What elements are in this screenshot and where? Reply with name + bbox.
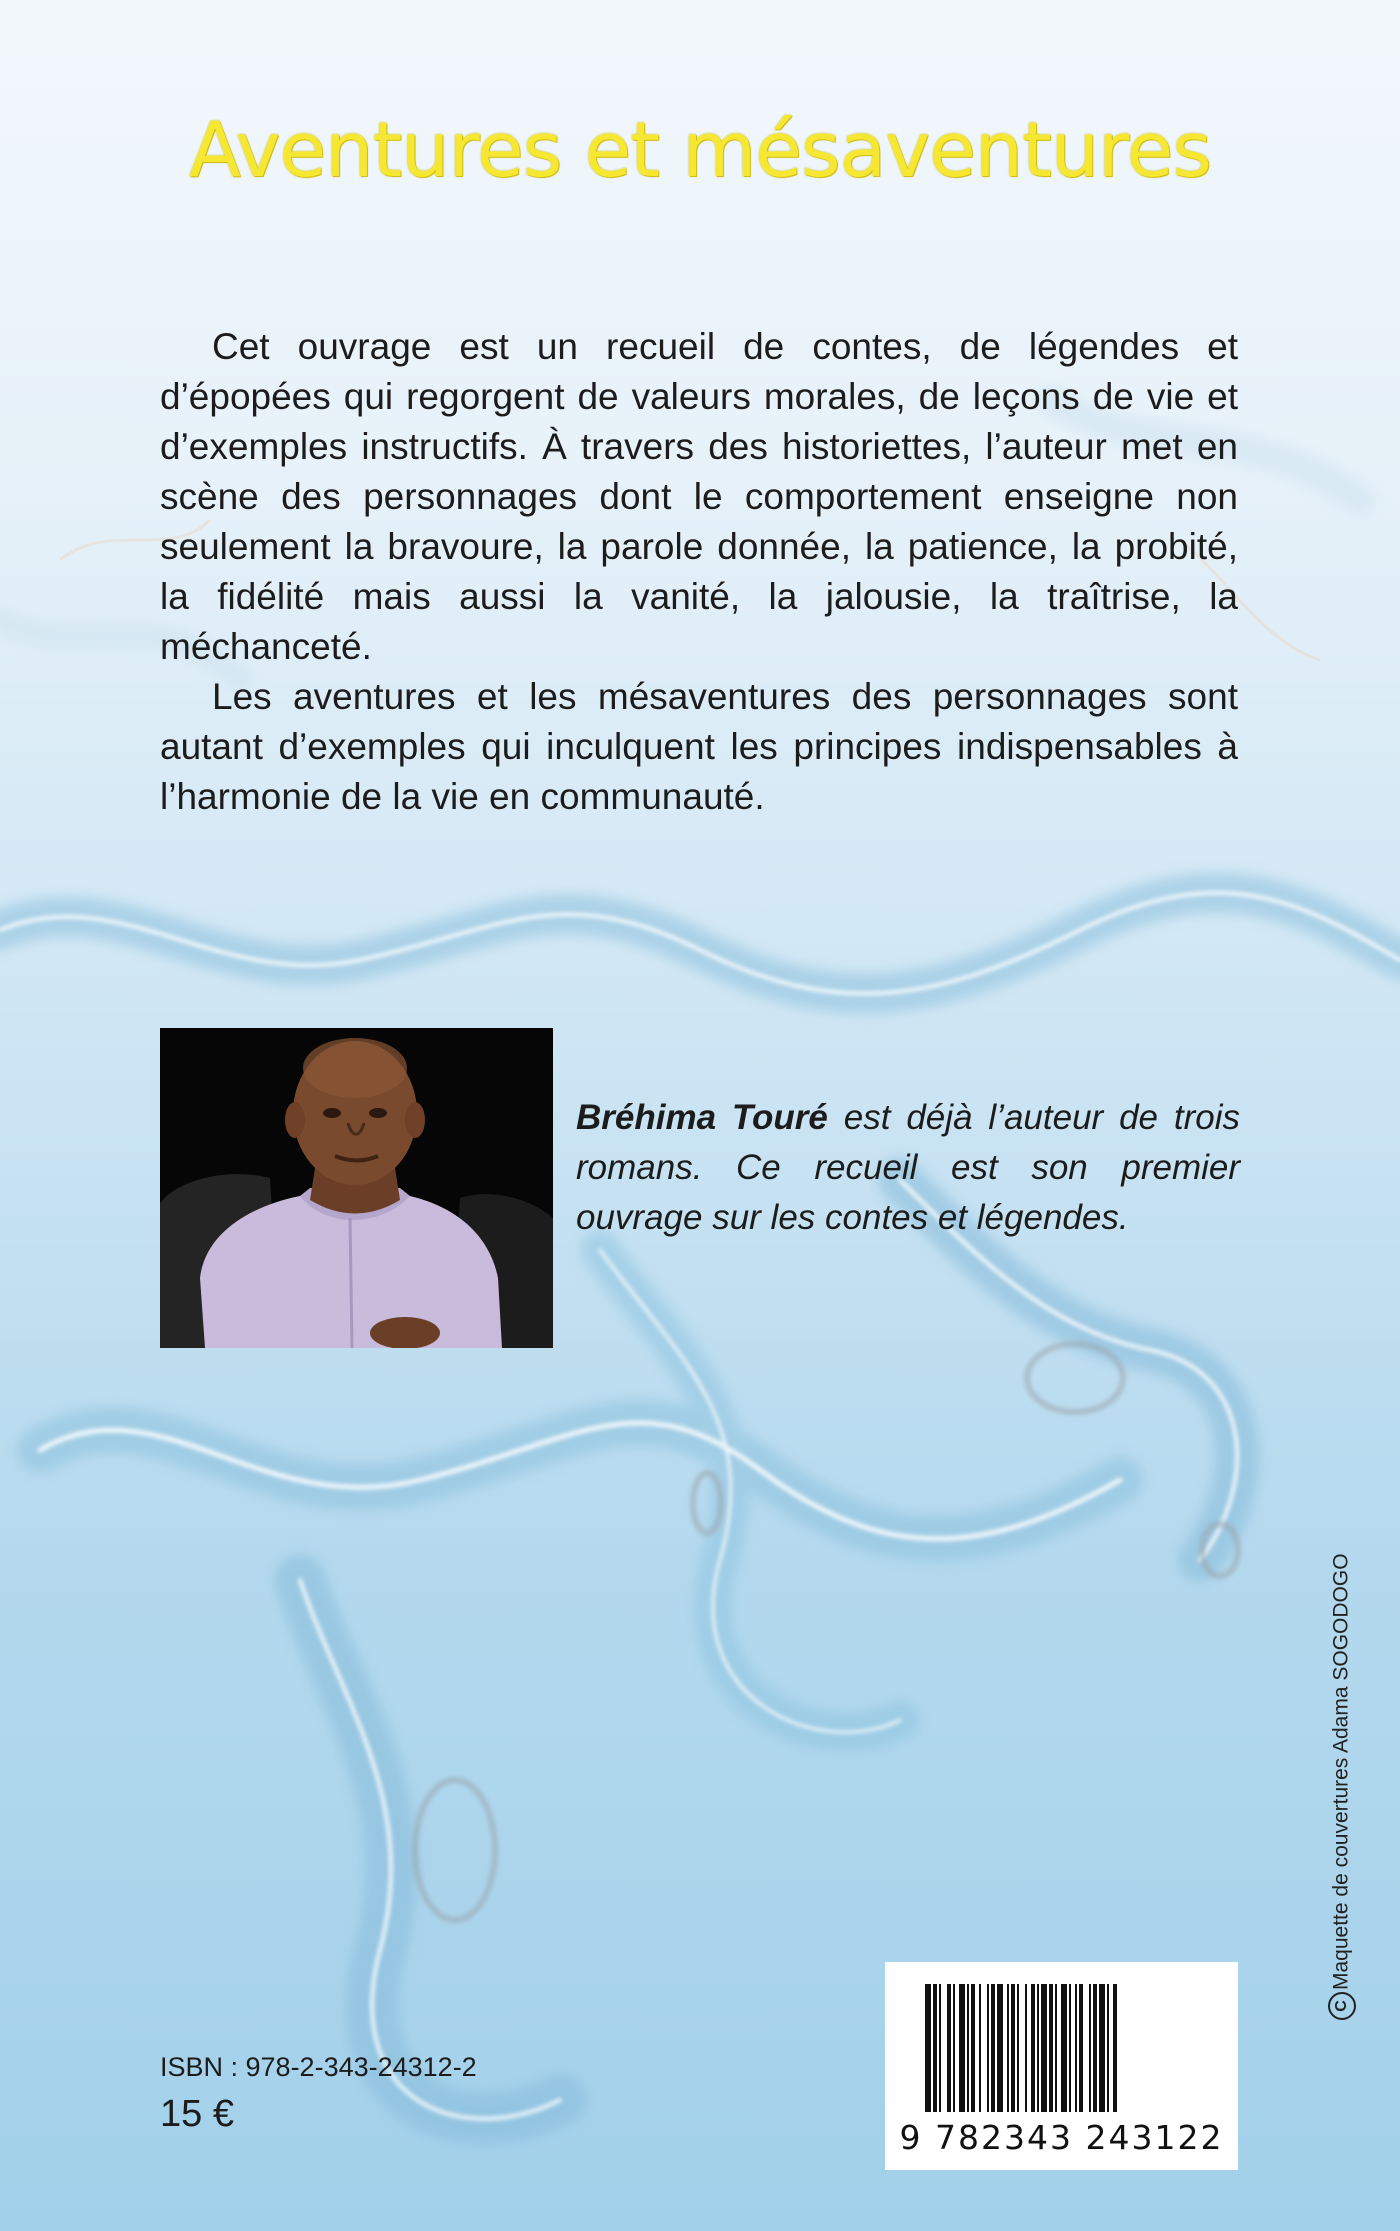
barcode-bar [1061, 1984, 1067, 2112]
barcode-bar [1107, 1984, 1109, 2112]
barcode-bar [1025, 1984, 1027, 2112]
barcode-bar [979, 1984, 981, 2112]
cover-design-credit [1328, 1553, 1356, 2020]
barcode-bar [971, 1984, 975, 2112]
copyright-icon: C [1328, 1992, 1356, 2020]
summary-paragraph: Les aventures et les mésaventures des personnages sont autant d’exemples qui inculquent les principes indispensables à l’harmonie de la vie en communauté. [160, 676, 1238, 817]
barcode-bar [1031, 1984, 1035, 2112]
barcode-bar [947, 1984, 951, 2112]
barcode-bar [1069, 1984, 1071, 2112]
barcode-bars [885, 1962, 1238, 2122]
barcode-digits: 9 782343 243122 [899, 2118, 1224, 2157]
barcode-bar [933, 1984, 937, 2112]
barcode-bar [1007, 1984, 1009, 2112]
barcode-bar [997, 1984, 1003, 2112]
barcode-bar [953, 1984, 955, 2112]
barcode-bar [1017, 1984, 1019, 2112]
isbn-barcode [885, 1962, 1238, 2170]
barcode-bar [1113, 1984, 1117, 2112]
barcode-bar [925, 1984, 931, 2112]
author-name: Bréhima Touré [576, 1098, 828, 1137]
barcode-bar [1093, 1984, 1097, 2112]
barcode-bar [1011, 1984, 1015, 2112]
barcode-bar [967, 1984, 969, 2112]
price: 15 € [160, 2093, 234, 2135]
barcode-bar [959, 1984, 965, 2112]
author-bio [576, 1093, 1240, 1243]
barcode-bar [939, 1984, 941, 2112]
barcode-bar [1055, 1984, 1057, 2112]
author-photo [160, 1028, 553, 1348]
book-summary [160, 322, 1238, 822]
book-title: Aventures et mésaventures [189, 105, 1211, 194]
barcode-bar [987, 1984, 989, 2112]
barcode-bar [1049, 1984, 1053, 2112]
summary-paragraph: Cet ouvrage est un recueil de contes, de légendes et d’épopées qui regorgent de valeurs morales, de leçons de vie et d’exemples instructifs. À travers des historiettes, l’auteur met en scène des personnages dont le comportement enseigne non seulement la bravoure, la parole donnée, la patience, la probité, la fidélité mais aussi la vanité, la jalousie, la traîtrise, la méchanceté. [160, 326, 1238, 667]
author-bio-text: est déjà l’auteur de trois romans. Ce recueil est son premier ouvrage sur les contes et légendes. [576, 1098, 1241, 1237]
barcode-bar [1079, 1984, 1083, 2112]
barcode-bar [1037, 1984, 1039, 2112]
credit-text: Maquette de couvertures Adama SOGODOGO [1329, 1553, 1353, 1990]
barcode-bar [1041, 1984, 1047, 2112]
isbn-number: ISBN : 978-2-343-24312-2 [160, 2052, 477, 2082]
barcode-bar [1075, 1984, 1077, 2112]
barcode-bar [1099, 1984, 1105, 2112]
barcode-bar [991, 1984, 995, 2112]
barcode-bar [1089, 1984, 1091, 2112]
